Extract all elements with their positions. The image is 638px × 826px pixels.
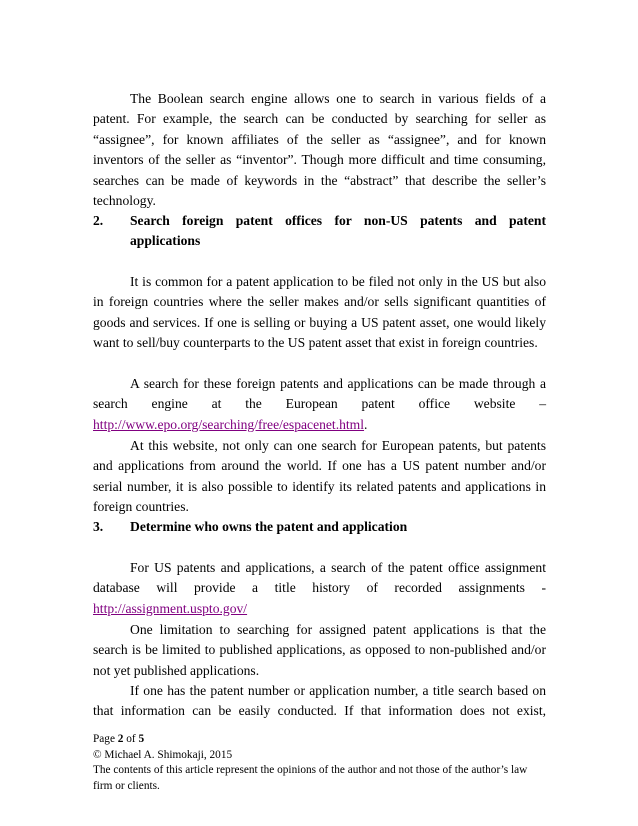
disclaimer: The contents of this article represent the opinions of the author and not those of the author’s law firm or clients. [93,764,528,792]
paragraph-worldwide-search [93,436,546,518]
assignment-uspto-link[interactable]: http://assignment.uspto.gov/ [93,600,248,616]
section-heading-2 [93,211,546,252]
section-heading-3 [93,517,546,537]
section-number: 3. [93,519,104,534]
paragraph-text: If one has the patent number or application number, a title search based on that information can be easily conducted. If that information does not exist, [93,683,546,719]
paragraph-title-search [93,681,546,722]
paragraph-text: At this website, not only can one search for European patents, but patents and applications from around the world. If one has a US patent number and/or serial number, it is also possible to identify its related patents and applications in foreign countries. [93,438,546,515]
page-footer [93,732,546,794]
copyright-notice: © Michael A. Shimokaji, 2015 [93,748,233,761]
espacenet-link[interactable]: http://www.epo.org/searching/free/espacenet.html [93,416,365,432]
section-title: Determine who owns the patent and application [130,519,408,534]
section-title: Search foreign patent offices for non-US patents and patent applications [130,213,546,249]
paragraph-epo-search [93,374,546,435]
paragraph-text: For US patents and applications, a search of the patent office assignment database will provide a title history of recorded assignments - [93,560,546,596]
paragraph-text: One limitation to searching for assigned patent applications is that the search is be limited to published applications, as opposed to non-published and/or not yet published applications. [93,622,546,678]
section-number: 2. [93,213,104,228]
paragraph-text: A search for these foreign patents and applications can be made through a search engine at the European patent office website – [93,376,546,412]
paragraph-assignment-database [93,558,546,619]
paragraph-end: . [364,416,368,432]
paragraph-boolean-search [93,89,546,211]
paragraph-foreign-filing [93,272,546,354]
paragraph-text: It is common for a patent application to be filed not only in the US but also in foreign countries where the seller makes and/or sells significant quantities of goods and services. If one is selling or buying a US patent asset, one would likely want to sell/buy counterparts to the US patent asset that exist in foreign countries. [93,274,546,351]
paragraph-text: The Boolean search engine allows one to search in various fields of a patent. For example, the search can be conducted by searching for seller as “assignee”, for known affiliates of the seller as “assignee”, and for known inventors of the seller as “inventor”. Though more difficult and time consuming, searches can be made of keywords in the “abstract” that describe the seller’s technology. [93,91,546,209]
paragraph-limitation [93,620,546,681]
page-number: Page 2 of 5 [93,733,145,745]
